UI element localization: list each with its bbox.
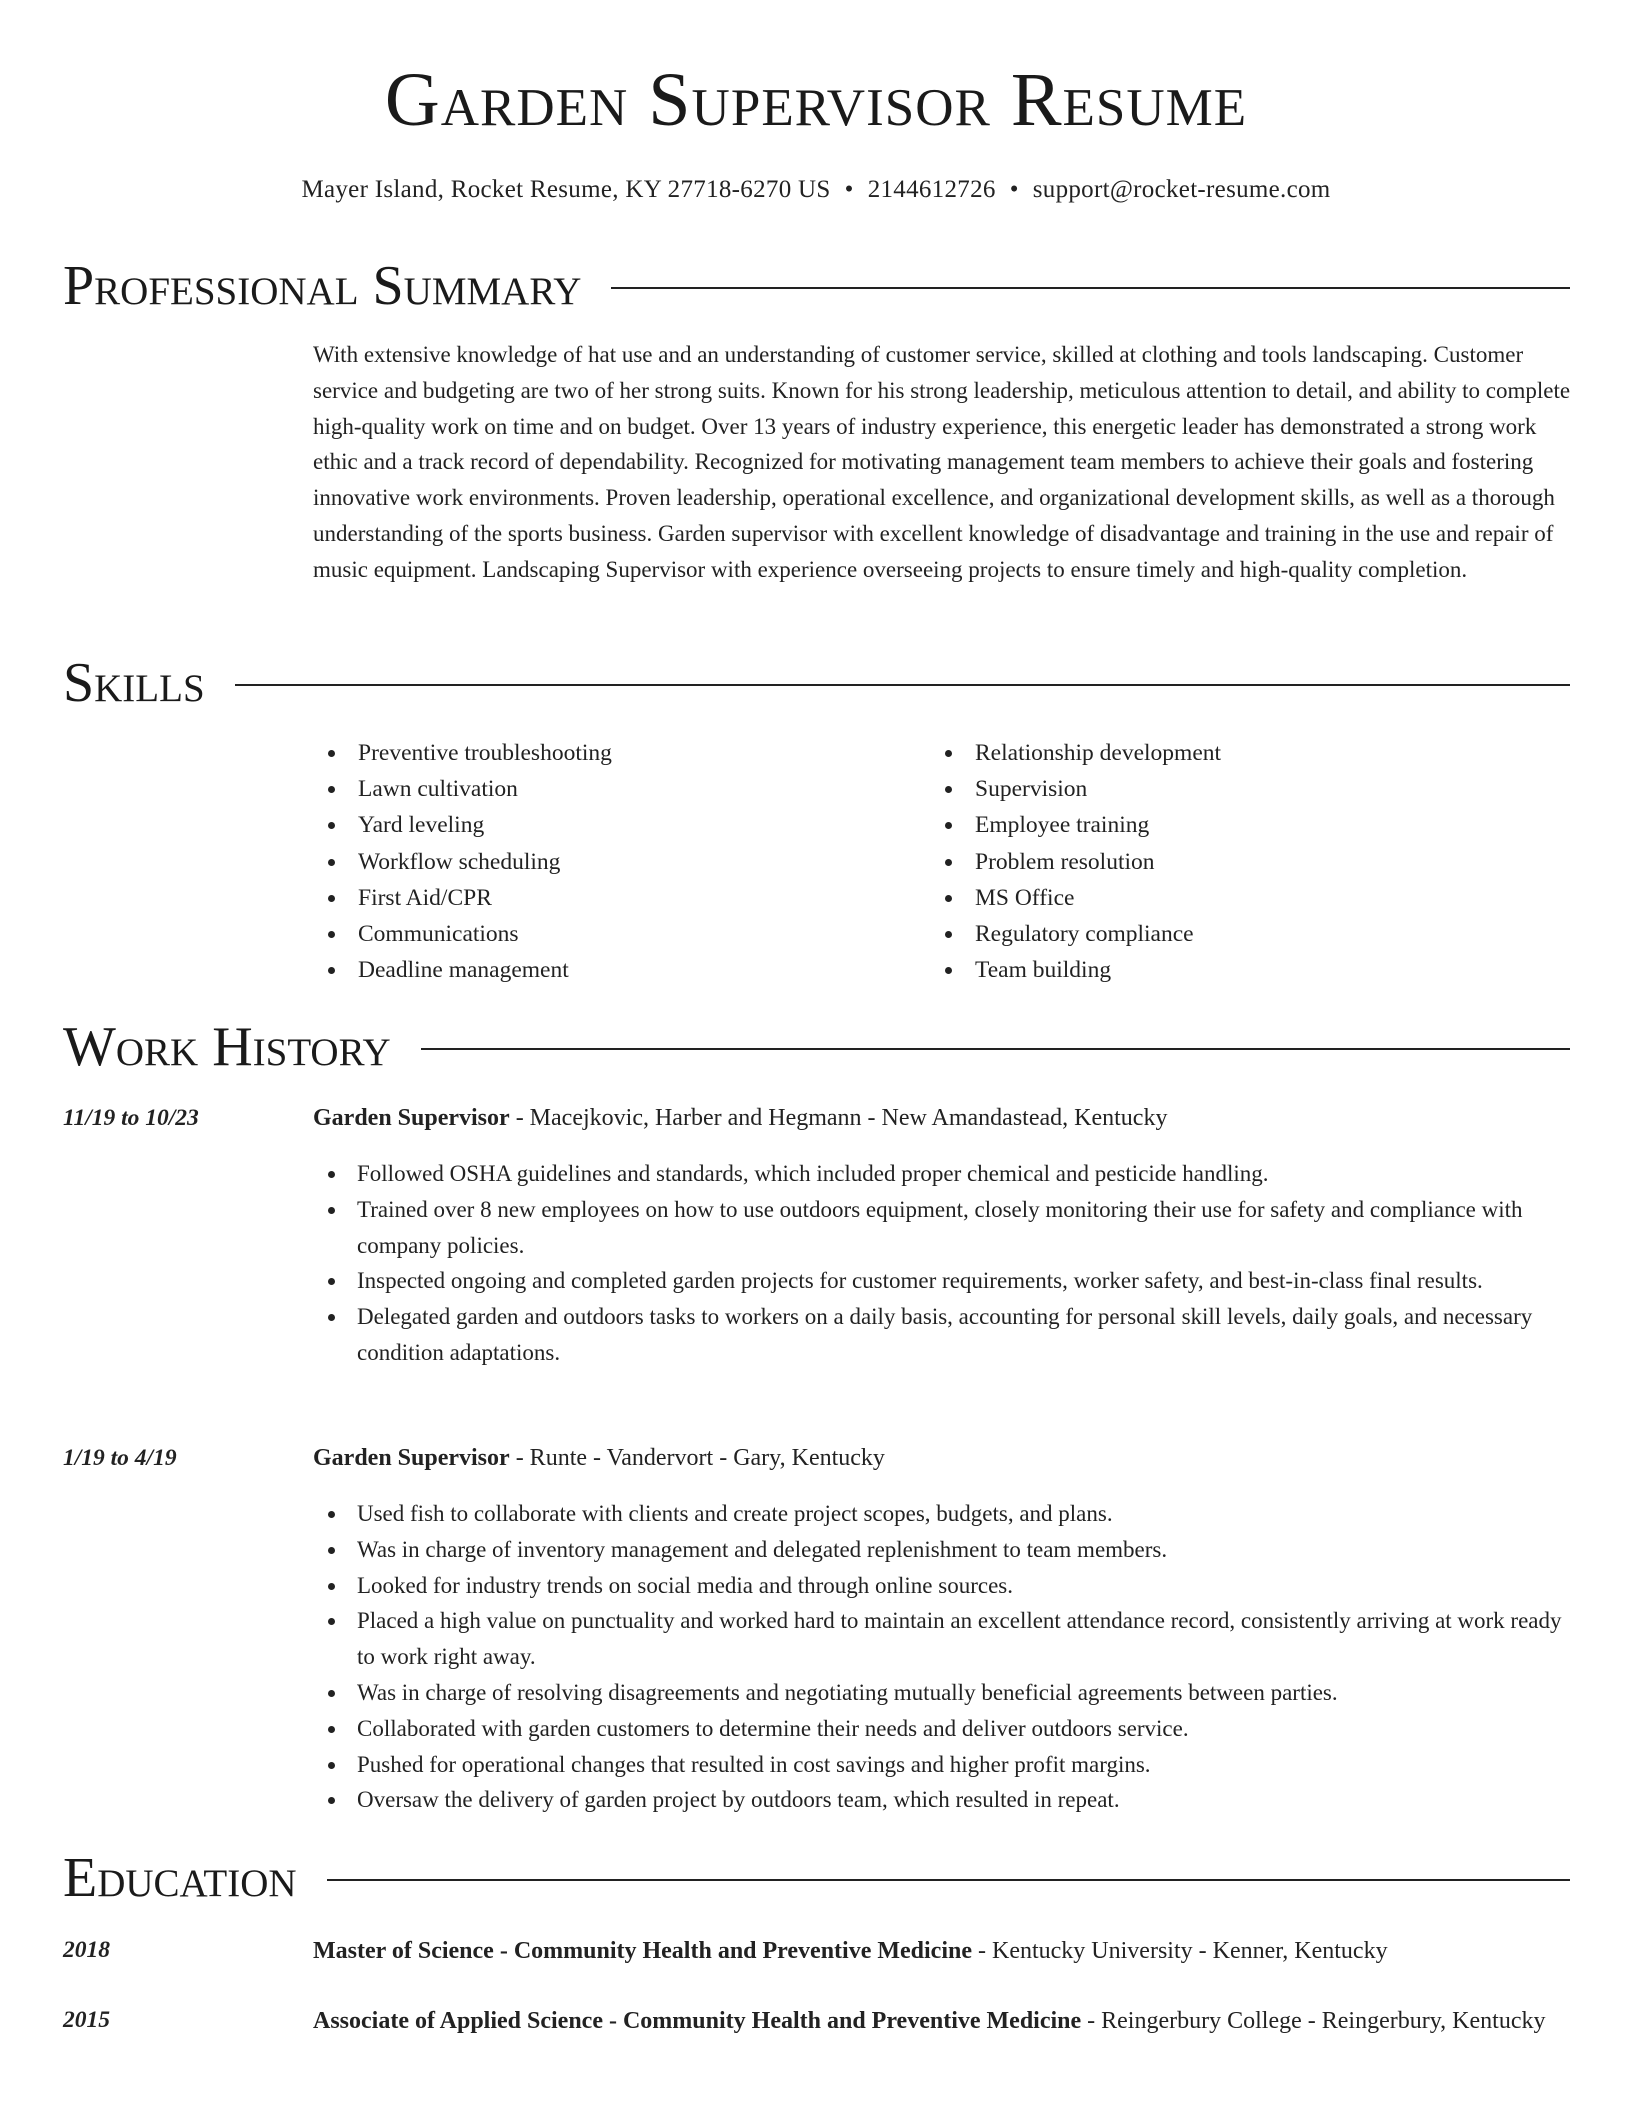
- contact-separator: •: [844, 176, 854, 203]
- section-title-skills: Skills: [63, 652, 205, 714]
- skill-item: Problem resolution: [930, 844, 1490, 880]
- skill-item: Employee training: [930, 807, 1490, 843]
- job-bullet: Delegated garden and outdoors tasks to workers on a daily basis, accounting for personal skill levels, daily goals, and necessary condition adaptations.: [313, 1299, 1571, 1371]
- section-header-summary: [63, 256, 1570, 316]
- job-bullet: Trained over 8 new employees on how to use outdoors equipment, closely monitoring their use for safety and compliance with company policies.: [313, 1192, 1571, 1264]
- skill-item: Yard leveling: [313, 807, 873, 843]
- contact-phone: 2144612726: [867, 176, 996, 203]
- contact-separator: •: [1009, 176, 1019, 203]
- section-title-education: Education: [63, 1847, 297, 1909]
- section-header-work: [63, 1017, 1570, 1077]
- education-year: 2015: [63, 2007, 110, 2033]
- contact-address: Mayer Island, Rocket Resume, KY 27718-6270 US: [301, 176, 831, 203]
- summary-paragraph: With extensive knowledge of hat use and an understanding of customer service, skilled at clothing and tools landscaping. Customer service and budgeting are two of her strong suits. Known for his strong leadership, meticulous attention to detail, and ability to complete high-quality work on time and on budget. Over 13 years of industry experience, this energetic leader has demonstrated a strong work ethic and a track record of dependability. Recognized for motivating management team members to achieve their goals and fostering innovative work environments. Proven leadership, operational excellence, and organizational development skills, as well as a thorough understanding of the sports business. Garden supervisor with excellent knowledge of disadvantage and training in the use and repair of music equipment. Landscaping Supervisor with experience overseeing projects to ensure timely and high-quality completion.: [313, 342, 1571, 582]
- job-role: Garden Supervisor: [313, 1445, 510, 1471]
- section-title-work: Work History: [63, 1016, 391, 1078]
- skill-item: Supervision: [930, 771, 1490, 807]
- contact-email: support@rocket-resume.com: [1032, 176, 1331, 203]
- skill-item: Preventive troubleshooting: [313, 735, 873, 771]
- contact-line: [0, 176, 1632, 204]
- job-bullets: [313, 1496, 1571, 1818]
- job-bullet: Placed a high value on punctuality and worked hard to maintain an excellent attendance record, consistently arriving at work ready to work right away.: [313, 1603, 1571, 1675]
- section-divider: [235, 684, 1570, 686]
- skill-item: First Aid/CPR: [313, 880, 873, 916]
- job-title-line: [313, 1445, 1571, 1472]
- job-bullet: Inspected ongoing and completed garden projects for customer requirements, worker safety, and best-in-class final results.: [313, 1263, 1571, 1299]
- section-divider: [421, 1048, 1570, 1050]
- skill-item: Deadline management: [313, 952, 873, 988]
- section-title-summary: Professional Summary: [63, 255, 582, 317]
- section-header-education: [63, 1848, 1570, 1908]
- job-bullet: Oversaw the delivery of garden project by outdoors team, which resulted in repeat.: [313, 1782, 1571, 1818]
- education-degree: Master of Science - Community Health and Preventive Medicine: [313, 1938, 972, 1964]
- job-dates: 1/19 to 4/19: [63, 1445, 177, 1471]
- section-header-skills: [63, 653, 1570, 713]
- education-degree: Associate of Applied Science - Community Health and Preventive Medicine: [313, 2008, 1082, 2034]
- job-bullet: Was in charge of resolving disagreements and negotiating mutually beneficial agreements between parties.: [313, 1675, 1571, 1711]
- job-bullets: [313, 1156, 1571, 1371]
- skill-item: Communications: [313, 916, 873, 952]
- skill-item: Regulatory compliance: [930, 916, 1490, 952]
- skills-list-left: [313, 735, 873, 988]
- skill-item: Team building: [930, 952, 1490, 988]
- section-divider: [327, 1879, 1570, 1881]
- job-company-location: - Runte - Vandervort - Gary, Kentucky: [509, 1445, 885, 1471]
- job-bullet: Looked for industry trends on social media and through online sources.: [313, 1568, 1571, 1604]
- job-bullet: Pushed for operational changes that resulted in cost savings and higher profit margins.: [313, 1747, 1571, 1783]
- education-entry: [313, 2002, 1571, 2041]
- education-entry: [313, 1932, 1571, 1971]
- job-role: Garden Supervisor: [313, 1105, 510, 1131]
- education-school-location: - Kentucky University - Kenner, Kentucky: [972, 1938, 1388, 1964]
- job-bullet: Was in charge of inventory management and delegated replenishment to team members.: [313, 1532, 1571, 1568]
- job-title-line: [313, 1105, 1571, 1132]
- job-bullet: Followed OSHA guidelines and standards, which included proper chemical and pesticide handling.: [313, 1156, 1571, 1192]
- resume-title: Garden Supervisor Resume: [384, 58, 1248, 142]
- skill-item: Relationship development: [930, 735, 1490, 771]
- section-divider: [611, 287, 1570, 289]
- education-year: 2018: [63, 1937, 110, 1963]
- skill-item: MS Office: [930, 880, 1490, 916]
- skill-item: Lawn cultivation: [313, 771, 873, 807]
- skill-item: Workflow scheduling: [313, 844, 873, 880]
- job-company-location: - Macejkovic, Harber and Hegmann - New Amandastead, Kentucky: [509, 1105, 1168, 1131]
- education-school-location: - Reingerbury College - Reingerbury, Kentucky: [1081, 2008, 1546, 2034]
- skills-list-right: [930, 735, 1490, 988]
- job-dates: 11/19 to 10/23: [63, 1105, 199, 1131]
- job-bullet: Collaborated with garden customers to determine their needs and deliver outdoors service.: [313, 1711, 1571, 1747]
- job-bullet: Used fish to collaborate with clients and create project scopes, budgets, and plans.: [313, 1496, 1571, 1532]
